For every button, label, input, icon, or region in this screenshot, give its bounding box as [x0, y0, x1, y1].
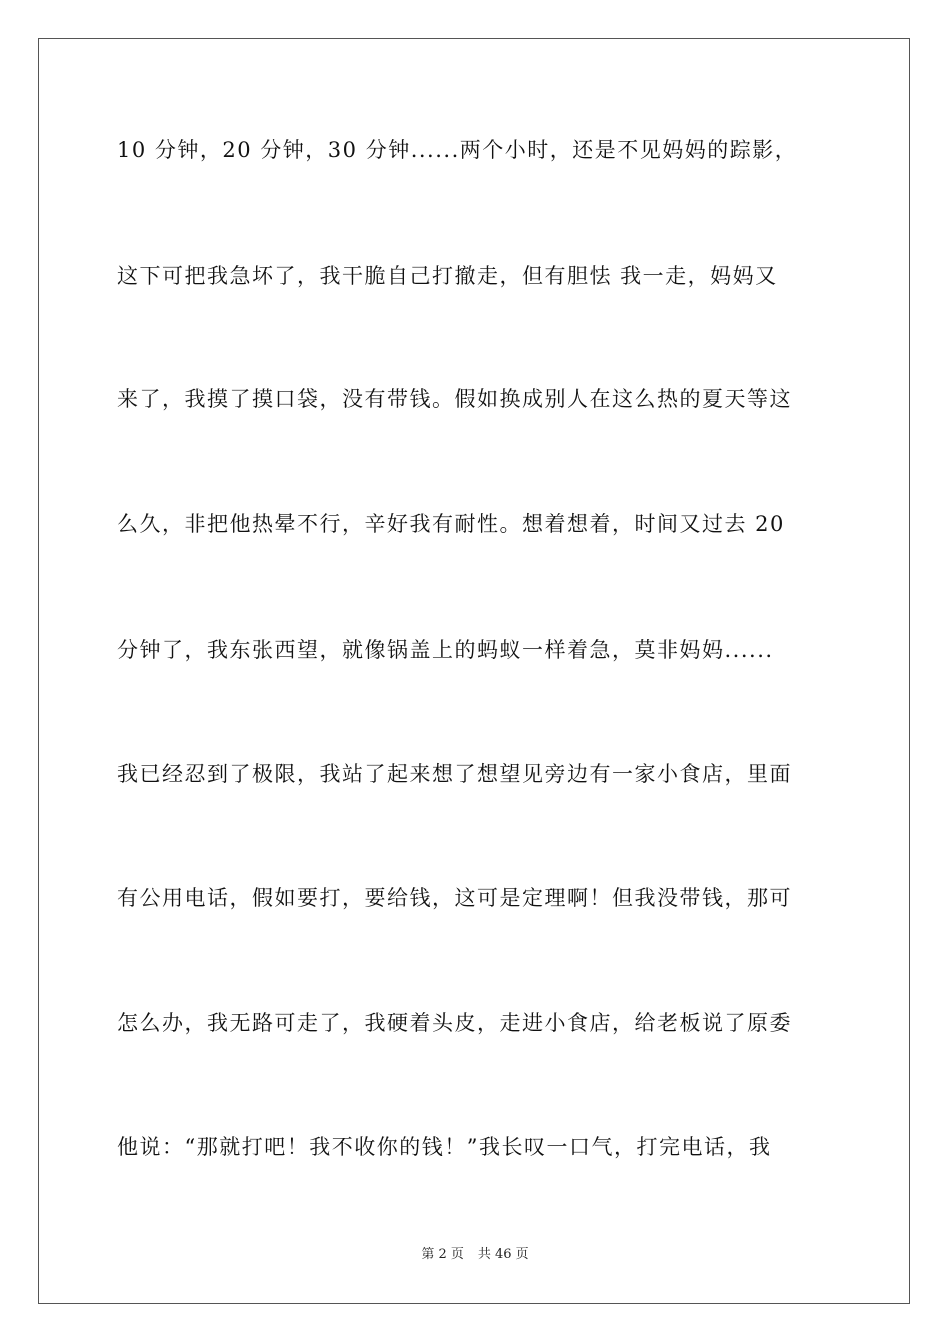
page-border — [38, 38, 910, 1304]
body-text-line: 有公用电话，假如要打，要给钱，这可是定理啊！但我没带钱，那可 — [117, 886, 792, 910]
page-footer — [0, 1246, 950, 1264]
body-text-line: 么久，非把他热晕不行，辛好我有耐性。想着想着，时间又过去 20 — [117, 512, 785, 536]
body-text-line: 这下可把我急坏了，我干脆自己打撤走，但有胆怯 我一走，妈妈又 — [117, 264, 778, 288]
page-number-total: 共 46 页 — [477, 1247, 529, 1262]
body-text-line: 他说：“那就打吧！我不收你的钱！”我长叹一口气，打完电话，我 — [117, 1135, 772, 1159]
body-text-line: 分钟了，我东张西望，就像锅盖上的蚂蚁一样着急，莫非妈妈...... — [117, 638, 774, 662]
body-text-line: 我已经忍到了极限，我站了起来想了想望见旁边有一家小食店，里面 — [117, 762, 792, 786]
body-text-line: 10 分钟，20 分钟，30 分钟......两个小时，还是不见妈妈的踪影， — [117, 138, 798, 162]
page-number-current: 第 2 页 — [421, 1247, 464, 1262]
body-text-line: 怎么办，我无路可走了，我硬着头皮，走进小食店，给老板说了原委 — [117, 1011, 792, 1035]
body-text-line: 来了，我摸了摸口袋，没有带钱。假如换成别人在这么热的夏天等这 — [117, 387, 792, 411]
